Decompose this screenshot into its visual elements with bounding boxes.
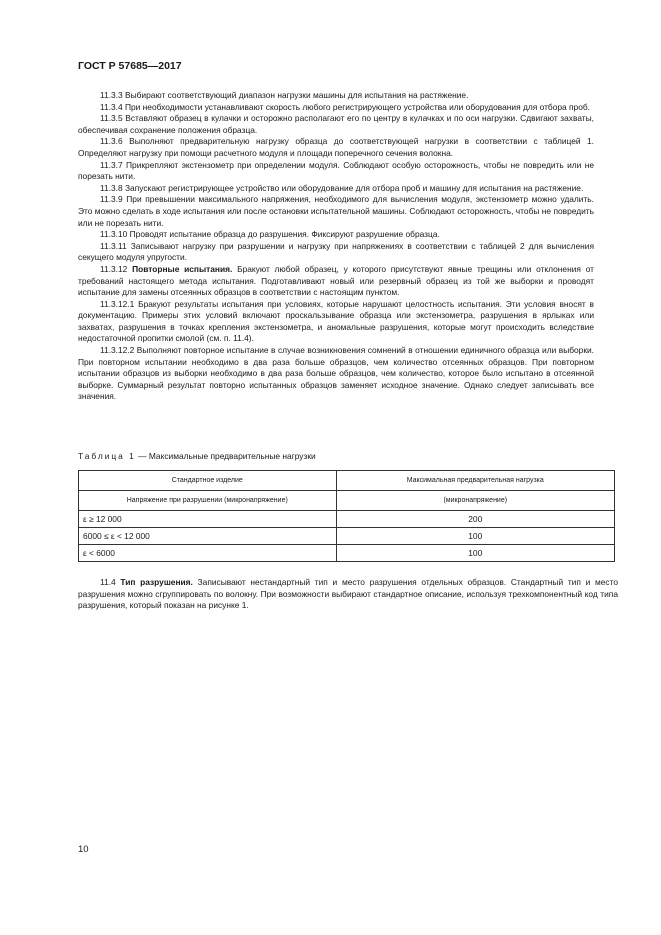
- paragraph-11-4: [78, 577, 618, 612]
- paragraph-11-3-6: 11.3.6 Выполняют предварительную нагрузку образца до соответствующей нагрузки в соответствии с таблицей 1. Определяют нагрузку при помощи расчетного модуля и площади поперечного сечения волокна.: [78, 136, 594, 158]
- table-cell-value: 200: [336, 511, 614, 528]
- paragraph-number: 11.3.12: [100, 263, 128, 274]
- paragraph-11-3-11: 11.3.11 Записывают нагрузку при разрушении и нагрузку при напряжениях в соответствии с таблицей 2 для вычисления секущего модуля упругости.: [78, 240, 594, 263]
- paragraph-11-3-12-1: 11.3.12.1 Бракуют результаты испытания при условиях, которые нарушают целостность испытания. Эти условия вносят в документацию. Примеры этих условий включают проскальзывание образца или экстензометра, разрушения в ярлыках или захватах, разрушения в точках крепления экстензометра, и аномальные разрушения, которые могут происходить вследствие недостаточной пропитки смолой (см. п. 11.4).: [78, 298, 594, 344]
- paragraph-11-3-7: 11.3.7 Прикрепляют экстензометр при определении модуля. Соблюдают особую осторожность, чтобы не повредить или не порезать нити.: [78, 159, 594, 182]
- table-subheader-strain: Напряжение при разрушении (микронапряжение): [79, 491, 337, 511]
- table-row: [79, 511, 615, 528]
- section-11-4: [78, 577, 618, 612]
- table-cell-condition: ε ≥ 12 000: [79, 511, 337, 528]
- table-row: [79, 528, 615, 545]
- table-cell-condition: ε < 6000: [79, 545, 337, 562]
- page-number: 10: [78, 844, 89, 855]
- table-cell-value: 100: [336, 528, 614, 545]
- paragraph-11-3-10: 11.3.10 Проводят испытание образца до разрушения. Фиксируют разрушение образца.: [100, 229, 440, 240]
- paragraph-11-3-9: 11.3.9 При превышении максимального напряжения, необходимого для вычисления модуля, экстензометр можно удалить. Это можно сделать в ходе испытания или после остановки испытательной машины. Соблюдают осторожность, чтобы не повредить или не порезать нити.: [78, 194, 594, 228]
- paragraph-11-3-5: 11.3.5 Вставляют образец в кулачки и осторожно располагают его по центру в кулачках и по оси нагрузки. Сдвигают захваты, обеспечивая сохранение положения образца.: [78, 113, 594, 135]
- document-body: [78, 90, 594, 403]
- table-cell-value: 100: [336, 545, 614, 562]
- paragraph-11-3-4: 11.3.4 При необходимости устанавливают скорость любого регистрирующего устройства или оборудования для отбора проб.: [100, 101, 590, 112]
- paragraph-11-3-12: [78, 264, 594, 299]
- table-subheader-unit: (микронапряжение): [336, 491, 614, 511]
- preload-table: [78, 470, 615, 562]
- table-cell-condition: 6000 ≤ ε < 12 000: [79, 528, 337, 545]
- table-header-max-preload: Максимальная предварительная нагрузка: [336, 471, 614, 491]
- paragraph-11-3-8: 11.3.8 Запускают регистрирующее устройство или оборудование для отбора проб и машину для испытания на растяжение.: [100, 182, 584, 193]
- table-caption-title: — Максимальные предварительные нагрузки: [135, 451, 316, 461]
- table-caption-label: Таблица 1: [78, 451, 136, 461]
- table-header-product: Стандартное изделие: [79, 471, 337, 491]
- paragraph-text: Бракуют любой образец, у которого присутствуют явные трещины или отклонения от требований настоящего метода испытания. Подготавливают новый или резервный образец из той же выборки и проводят испытание для замены отсеянных образцов в соответствии с настоящим пунктом.: [78, 263, 594, 298]
- paragraph-11-3-3: 11.3.3 Выбирают соответствующий диапазон нагрузки машины для испытания на растяжение.: [100, 90, 469, 100]
- paragraph-text: Записывают нестандартный тип и место разрушения отдельных образцов. Стандартный тип и место разрушения можно сгруппировать по волокну. При возможности выбирают стандартное описание, используя трехкомпонентный код типа разрушения, который показан на рисунке 1.: [78, 577, 618, 611]
- document-header: ГОСТ Р 57685—2017: [78, 60, 182, 72]
- table-row: [79, 545, 615, 562]
- table-caption: [78, 451, 316, 461]
- paragraph-heading: Повторные испытания.: [132, 263, 233, 274]
- paragraph-heading: Тип разрушения.: [120, 577, 193, 587]
- paragraph-11-3-12-2: 11.3.12.2 Выполняют повторное испытание в случае возникновения сомнений в отношении единичного образца или выборки. При повторном испытании необходимо в два раза больше образцов, чем количество отсеянных образцов. При повторном испытании образцов из выборки необходимо в два раза больше образцов, чем количество, которое было испытано в отсеянной выборке. Суммарный результат повторно испытанных образцов заменяет исходное значение. Однако следует записывать все значения.: [78, 345, 594, 402]
- paragraph-number: 11.4: [100, 577, 116, 587]
